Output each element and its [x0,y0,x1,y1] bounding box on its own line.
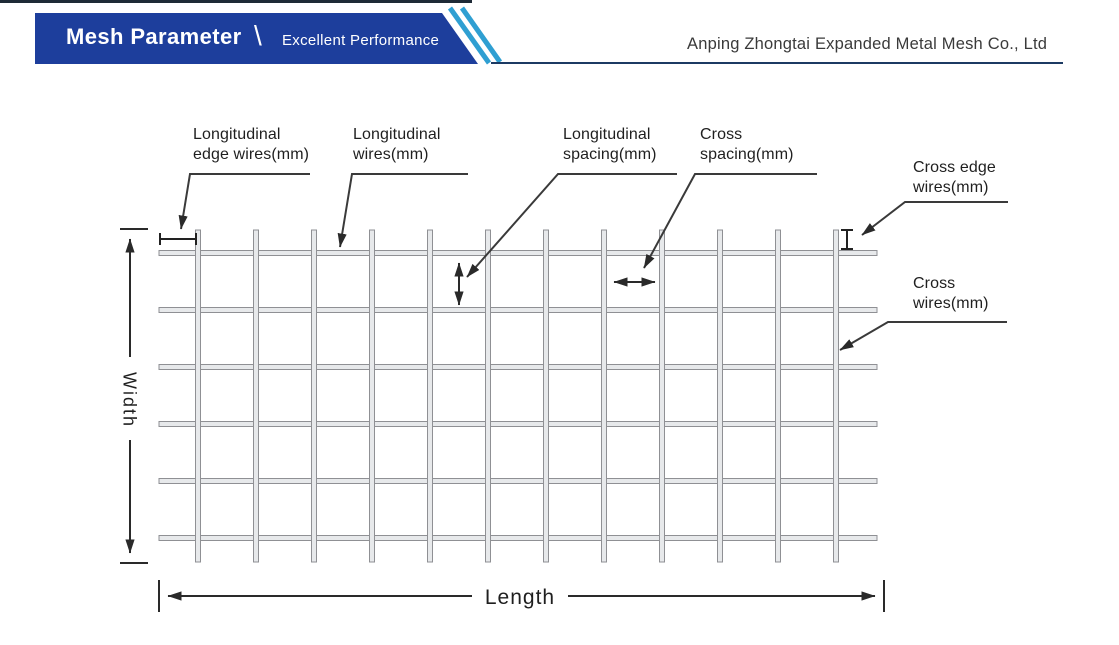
label-cross-edge-wires [913,158,996,198]
leader-cross-edge-wires [862,202,1008,235]
label-line: Cross edge [913,159,996,176]
label-line: wires(mm) [353,146,429,163]
label-cross-wires [913,274,989,314]
cross-edge-wire-bracket [841,230,853,249]
cross-wire [834,230,839,562]
cross-wire [428,230,433,562]
label-line: Longitudinal [353,126,441,143]
label-line: Longitudinal [193,126,281,143]
label-line: Cross [700,126,743,143]
leader-longitudinal-edge-wires [181,174,310,229]
cross-wire [370,230,375,562]
edge-wire-bracket [160,233,196,245]
label-cross-spacing [700,125,794,165]
label-longitudinal-spacing [563,125,657,165]
cross-wire [602,230,607,562]
mesh-grid [159,230,877,562]
label-line: Cross [913,275,956,292]
cross-wire [312,230,317,562]
label-line: wires(mm) [913,179,989,196]
label-line: spacing(mm) [563,146,657,163]
company-name: Anping Zhongtai Expanded Metal Mesh Co., Ltd [687,35,1048,53]
longitudinal-wire [159,308,877,313]
width-dimension-label: Width [119,371,140,429]
cross-wire [254,230,259,562]
cross-wire [196,230,201,562]
length-dimension-label: Length [484,586,556,609]
label-line: edge wires(mm) [193,146,310,163]
label-longitudinal-edge-wires [193,125,309,165]
label-line: Longitudinal [563,126,651,143]
leader-longitudinal-wires [340,174,468,247]
banner-title: Mesh Parameter [66,24,242,49]
longitudinal-wire [159,365,877,370]
cross-wire [718,230,723,562]
leader-cross-wires [840,322,1007,350]
leader-longitudinal-spacing [467,174,677,277]
longitudinal-wire [159,479,877,484]
label-line: spacing(mm) [700,146,794,163]
longitudinal-wire [159,422,877,427]
longitudinal-wire [159,251,877,256]
cross-wire [660,230,665,562]
cross-wire [544,230,549,562]
top-accent-line [0,0,472,3]
cross-wire [776,230,781,562]
label-longitudinal-wires [353,125,441,165]
banner-separator: \ [254,20,262,51]
longitudinal-wire [159,536,877,541]
banner-subtitle: Excellent Performance [282,32,440,49]
label-line: wires(mm) [913,295,989,312]
cross-wire [486,230,491,562]
